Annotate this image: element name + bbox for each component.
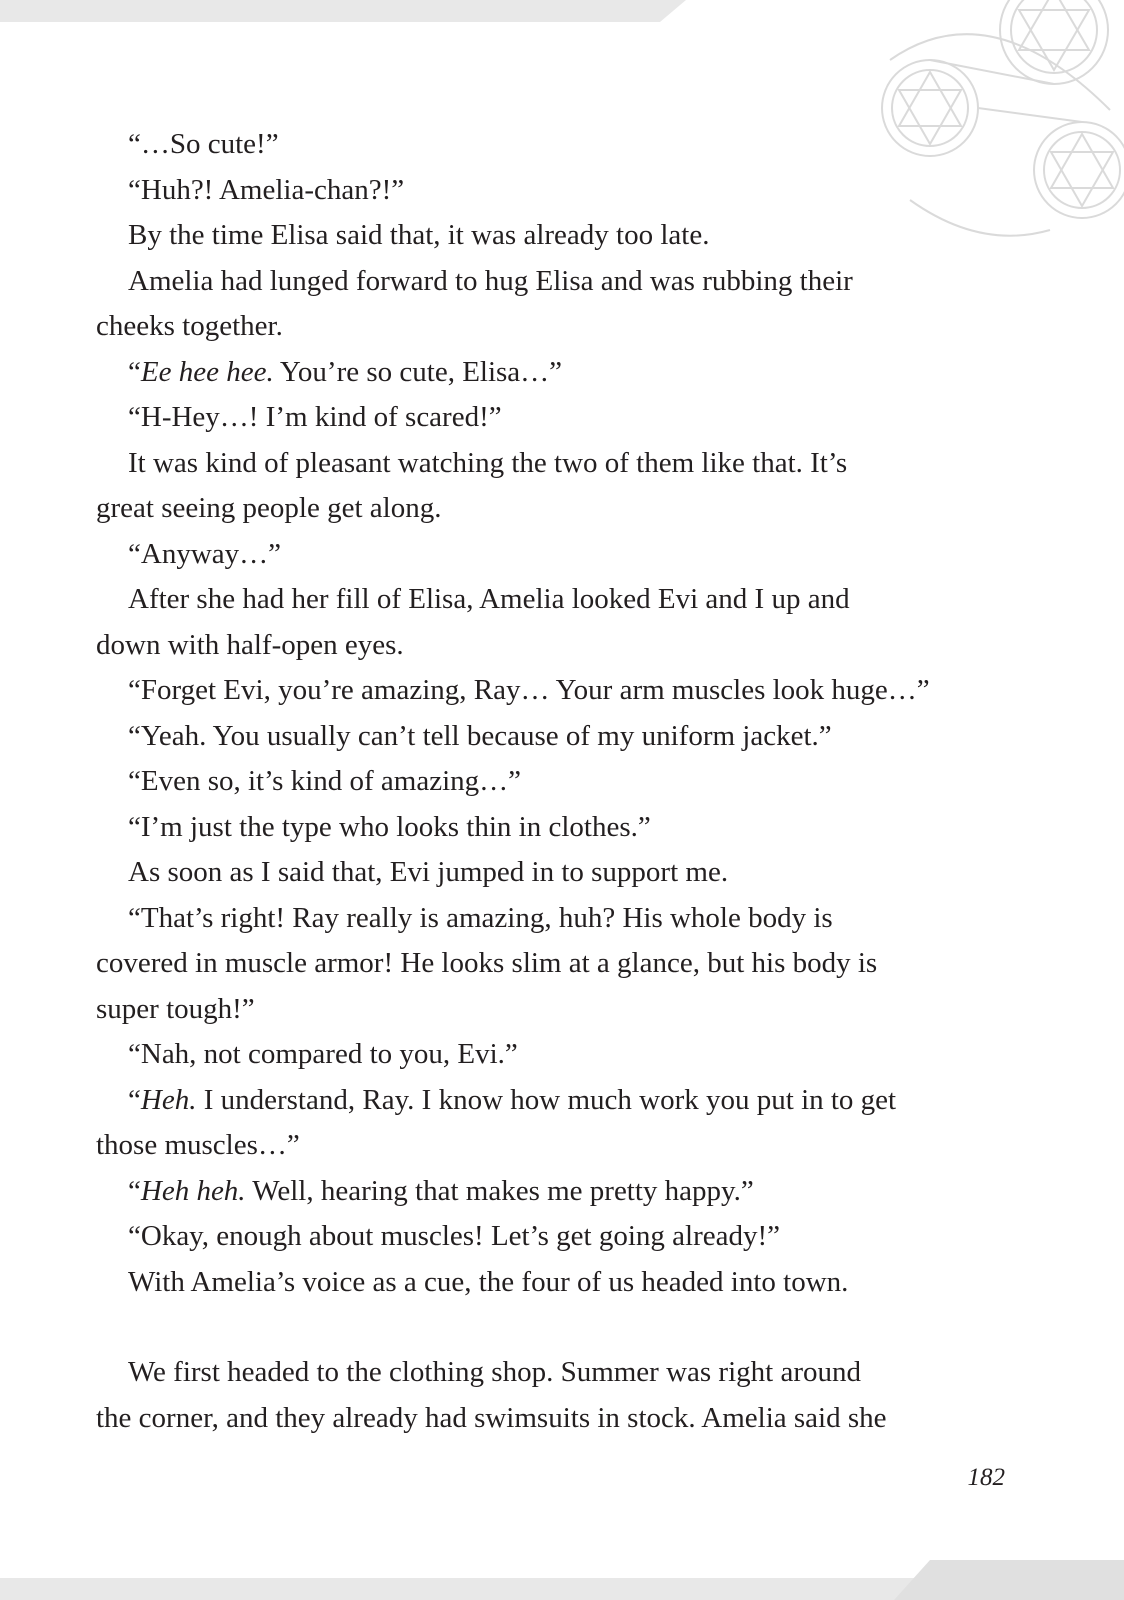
paragraph: By the time Elisa said that, it was already too late. [128, 219, 710, 251]
paragraph: “…So cute!” [128, 128, 279, 160]
paragraph: After she had her fill of Elisa, Amelia looked Evi and I up and [128, 583, 850, 615]
bottom-decorative-band [0, 1560, 1124, 1600]
paragraph-continuation: covered in muscle armor! He looks slim at a glance, but his body is [96, 947, 878, 979]
paragraph: “Huh?! Amelia-chan?!” [128, 173, 405, 206]
paragraph: “Anyway…” [128, 537, 282, 570]
paragraph: “That’s right! Ray really is amazing, huh? His whole body is [128, 901, 833, 934]
paragraph-continuation: the corner, and they already had swimsuits in stock. Amelia said she [96, 1401, 887, 1434]
paragraph: “Nah, not compared to you, Evi.” [128, 1038, 518, 1070]
paragraph: Amelia had lunged forward to hug Elisa and was rubbing their [128, 264, 853, 297]
paragraph: “Even so, it’s kind of amazing…” [128, 765, 522, 797]
paragraph: “Okay, enough about muscles! Let’s get going already!” [128, 1220, 781, 1252]
italic-text: Heh heh. [140, 1174, 246, 1207]
paragraph-continuation: cheeks together. [96, 310, 283, 342]
paragraph: “I’m just the type who looks thin in clothes.” [128, 810, 651, 843]
paragraph-continuation: those muscles…” [96, 1129, 300, 1161]
paragraph: It was kind of pleasant watching the two of them like that. It’s [128, 446, 848, 479]
paragraph-continuation: super tough!” [96, 992, 255, 1025]
paragraph-continuation: great seeing people get along. [96, 492, 442, 524]
paragraph: “Yeah. You usually can’t tell because of my uniform jacket.” [128, 719, 832, 752]
italic-text: Heh. [140, 1083, 197, 1116]
paragraph: “Ee hee hee. You’re so cute, Elisa…” [128, 355, 563, 388]
body-text [96, 122, 1006, 1441]
paragraph: We first headed to the clothing shop. Summer was right around [128, 1356, 861, 1388]
paragraph: “Heh heh. Well, hearing that makes me pretty happy.” [128, 1174, 754, 1207]
paragraph: “Heh. I understand, Ray. I know how much work you put in to get [128, 1083, 897, 1116]
paragraph-continuation: down with half-open eyes. [96, 628, 404, 661]
paragraph: “H-Hey…! I’m kind of scared!” [128, 401, 502, 433]
paragraph: With Amelia’s voice as a cue, the four of us headed into town. [128, 1265, 849, 1298]
scene-break [96, 1305, 1006, 1350]
paragraph: “Forget Evi, you’re amazing, Ray… Your arm muscles look huge…” [128, 674, 930, 706]
italic-text: Ee hee hee. [140, 355, 274, 388]
paragraph: As soon as I said that, Evi jumped in to support me. [128, 856, 729, 888]
page-number: 182 [967, 1464, 1005, 1491]
